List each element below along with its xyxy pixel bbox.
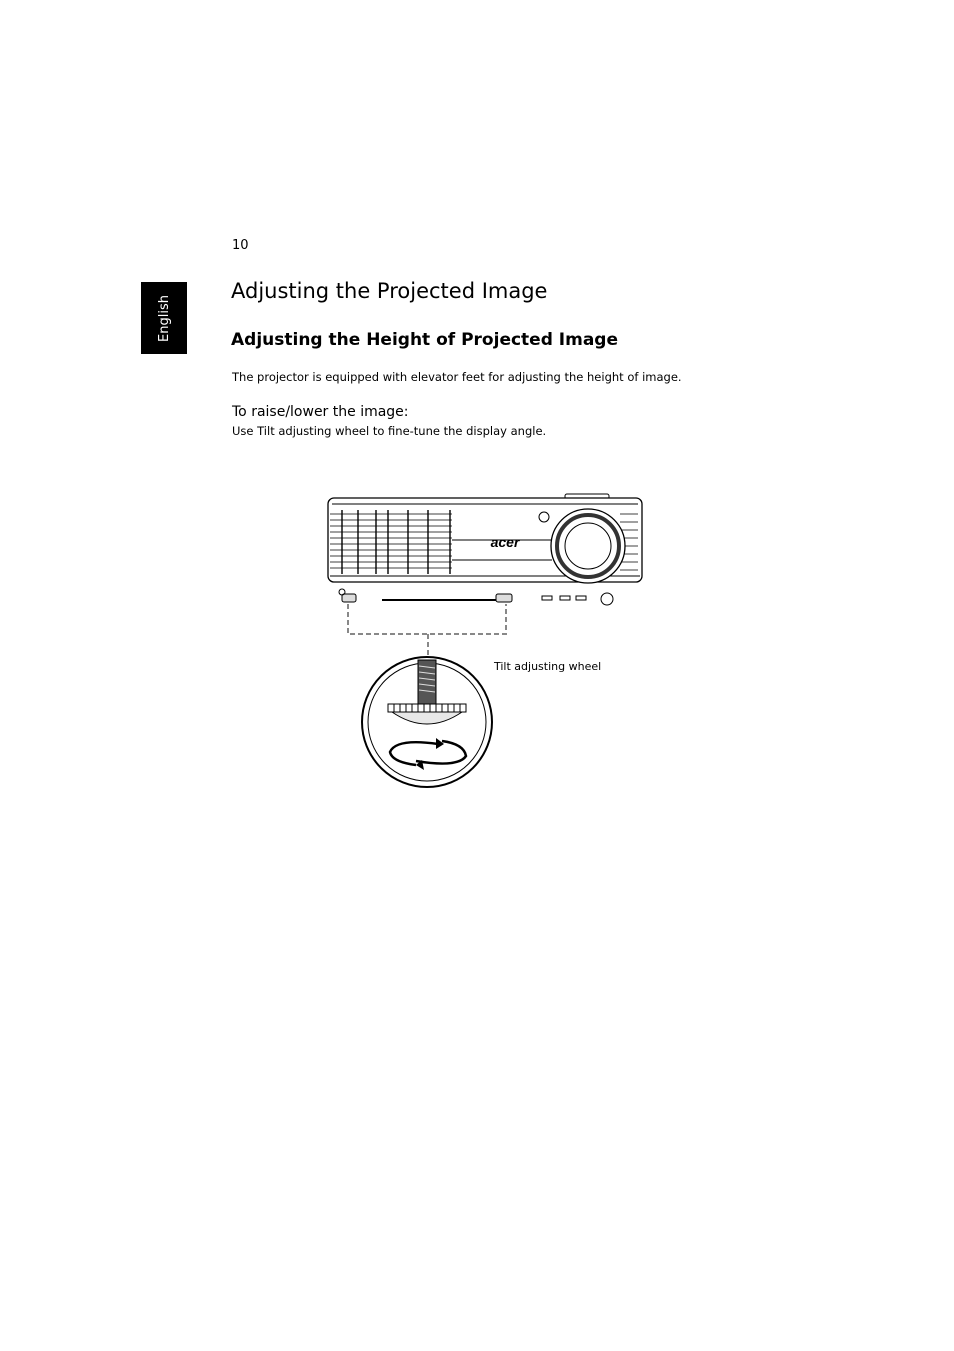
acer-logo: acer [490, 534, 520, 550]
language-tab-label: English [156, 294, 172, 342]
procedure-text: Use Tilt adjusting wheel to fine-tune the display angle. [232, 424, 547, 438]
procedure-title: To raise/lower the image: [232, 404, 409, 420]
projector-figure [320, 490, 650, 790]
tilt-wheel-closeup [362, 657, 492, 787]
intro-paragraph: The projector is equipped with elevator feet for adjusting the height of image. [232, 370, 682, 384]
projector-illustration [328, 494, 642, 605]
section-title: Adjusting the Height of Projected Image [231, 330, 618, 350]
dashed-connector [348, 604, 506, 634]
page-number: 10 [232, 238, 249, 253]
page-title: Adjusting the Projected Image [231, 279, 548, 303]
language-tab [141, 282, 187, 354]
tilt-wheel-callout: Tilt adjusting wheel [494, 660, 602, 673]
